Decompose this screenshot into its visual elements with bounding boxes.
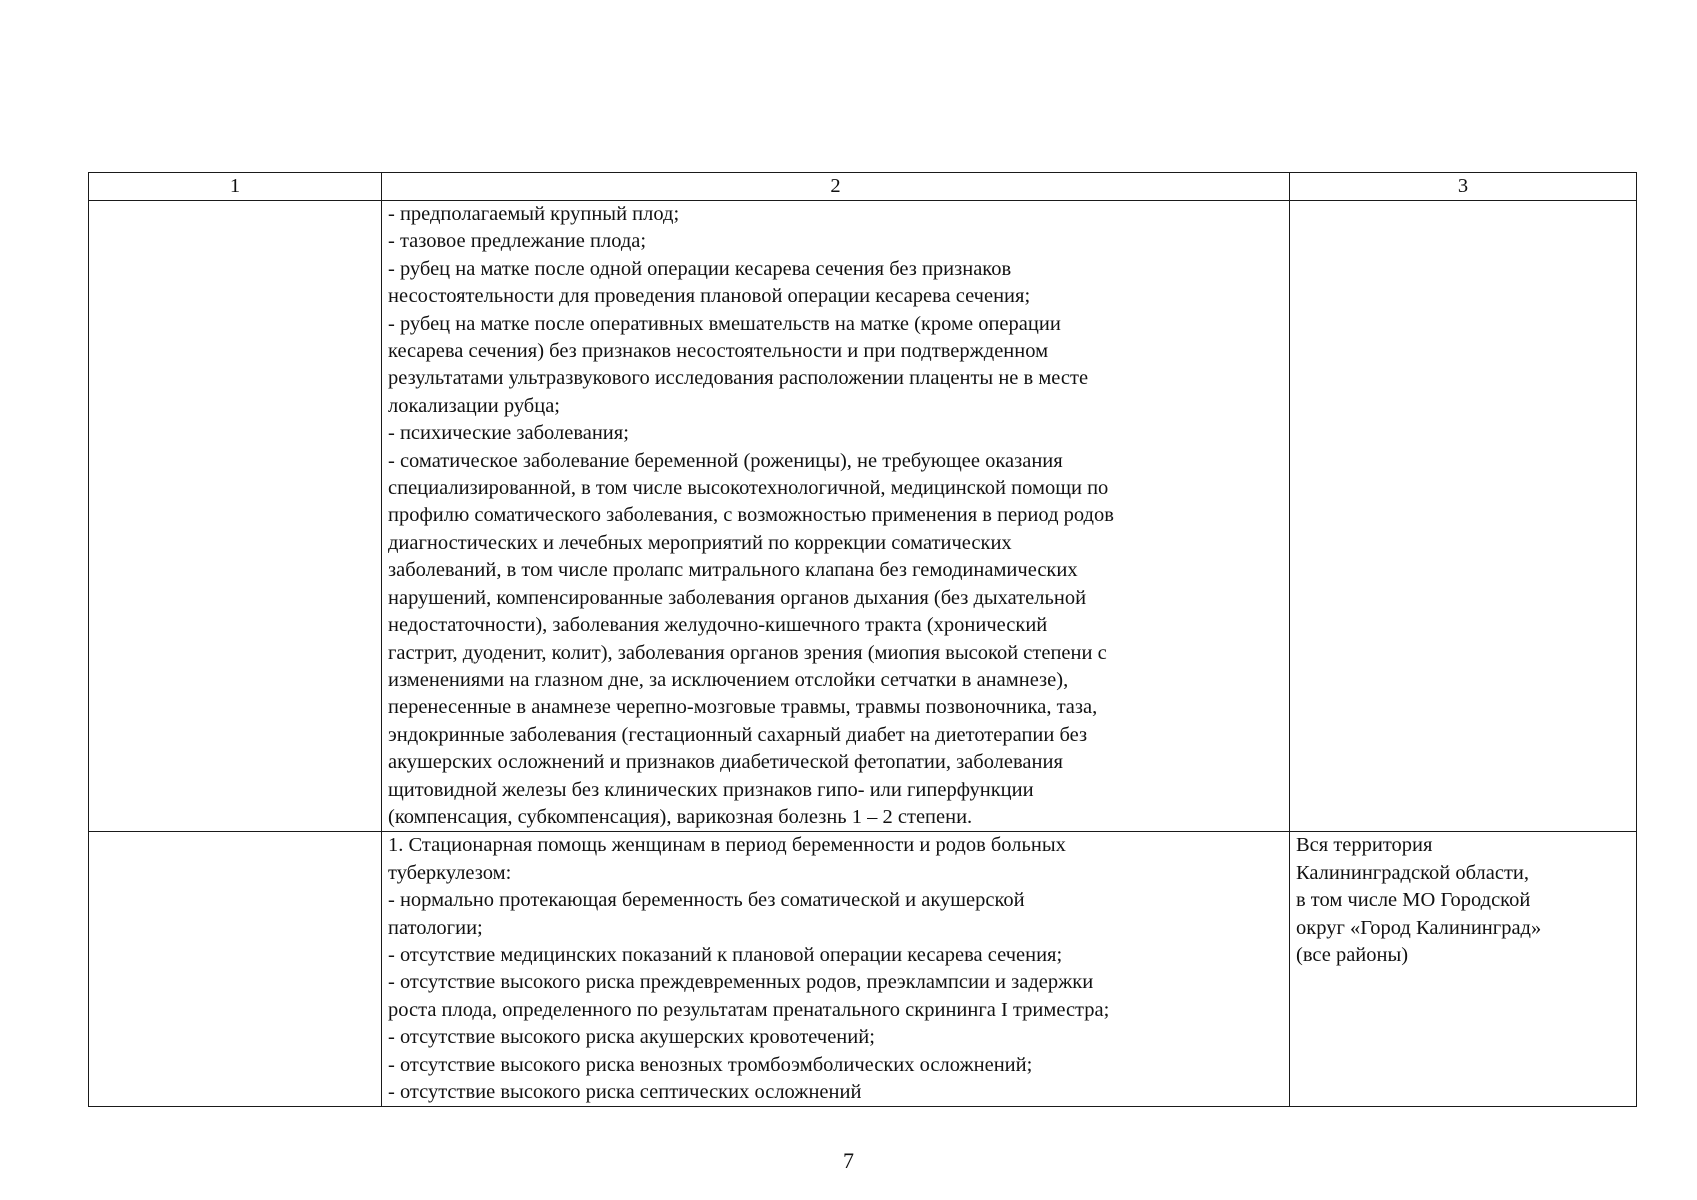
text-line: профилю соматического заболевания, с возможностью применения в период родов [388, 504, 1114, 527]
text-line: локализации рубца; [388, 394, 560, 417]
text-line: нарушений, компенсированные заболевания органов дыхания (без дыхательной [388, 586, 1087, 609]
text-line: заболеваний, в том числе пролапс митрального клапана без гемодинамических [388, 559, 1078, 582]
row-2-col-1-cell [89, 832, 382, 1107]
text-line: - предполагаемый крупный плод; [388, 203, 680, 225]
text-line: - тазовое предлежание плода; [388, 230, 647, 253]
text-line: - отсутствие медицинских показаний к плановой операции кесарева сечения; [388, 943, 1063, 966]
row-2-col-2-cell [382, 832, 1290, 1107]
column-header-3: 3 [1290, 173, 1637, 201]
medical-criteria-table [88, 172, 1637, 1107]
text-line: - отсутствие высокого риска венозных тромбоэмболических осложнений; [388, 1053, 1033, 1076]
text-line: - психические заболевания; [388, 422, 629, 445]
text-line: щитовидной железы без клинических признаков гипо- или гиперфункции [388, 778, 1034, 801]
text-line: патологии; [388, 916, 483, 939]
text-line: в том числе МО Городской [1296, 889, 1531, 912]
table-header-row [89, 173, 1637, 201]
column-header-1: 1 [89, 173, 382, 201]
text-line: акушерских осложнений и признаков диабетической фетопатии, заболевания [388, 751, 1063, 774]
row-2-col-3-cell [1290, 832, 1637, 1107]
text-line: туберкулезом: [388, 861, 512, 884]
table-row [89, 832, 1637, 1107]
row-2-criteria-text [388, 832, 1283, 1106]
text-line: - нормально протекающая беременность без соматической и акушерской [388, 889, 1025, 912]
text-line: результатами ультразвукового исследования расположении плаценты не в месте [388, 367, 1089, 390]
text-line: кесарева сечения) без признаков несостоятельности и при подтвержденном [388, 340, 1049, 363]
text-line: Вся территория [1296, 834, 1433, 857]
table-row [89, 201, 1637, 832]
text-line: - рубец на матке после оперативных вмешательств на матке (кроме операции [388, 312, 1061, 335]
row-2-territory-text [1296, 832, 1630, 969]
text-line: роста плода, определенного по результатам пренатального скрининга I триместра; [388, 998, 1110, 1021]
row-1-col-2-cell [382, 201, 1290, 832]
text-line: - отсутствие высокого риска акушерских кровотечений; [388, 1026, 875, 1049]
text-line: недостаточности), заболевания желудочно-кишечного тракта (хронический [388, 614, 1048, 637]
text-line: перенесенные в анамнезе черепно-мозговые травмы, травмы позвоночника, таза, [388, 696, 1098, 719]
text-line: эндокринные заболевания (гестационный сахарный диабет на диетотерапии без [388, 723, 1088, 746]
text-line: изменениями на глазном дне, за исключением отслойки сетчатки в анамнезе), [388, 668, 1069, 691]
text-line: (компенсация, субкомпенсация), варикозная болезнь 1 – 2 степени. [388, 805, 973, 828]
text-line: - отсутствие высокого риска септических осложнений [388, 1081, 862, 1103]
text-line: несостоятельности для проведения плановой операции кесарева сечения; [388, 285, 1031, 308]
text-line: гастрит, дуоденит, колит), заболевания органов зрения (миопия высокой степени с [388, 641, 1107, 664]
row-1-col-1-cell [89, 201, 382, 832]
column-header-2: 2 [382, 173, 1290, 201]
row-1-criteria-text [388, 201, 1283, 831]
text-line: диагностических и лечебных мероприятий по коррекции соматических [388, 531, 1012, 554]
text-line: - рубец на матке после одной операции кесарева сечения без признаков [388, 257, 1012, 280]
text-line: - соматическое заболевание беременной (роженицы), не требующее оказания [388, 449, 1063, 472]
text-line: - отсутствие высокого риска преждевременных родов, преэклампсии и задержки [388, 971, 1094, 994]
text-line: специализированной, в том числе высокотехнологичной, медицинской помощи по [388, 477, 1109, 500]
text-line: (все районы) [1296, 943, 1409, 966]
text-line: 1. Стационарная помощь женщинам в период беременности и родов больных [388, 834, 1066, 857]
page-number: 7 [843, 1148, 854, 1173]
row-1-col-3-cell [1290, 201, 1637, 832]
text-line: округ «Город Калининград» [1296, 916, 1542, 939]
text-line: Калининградской области, [1296, 861, 1529, 884]
